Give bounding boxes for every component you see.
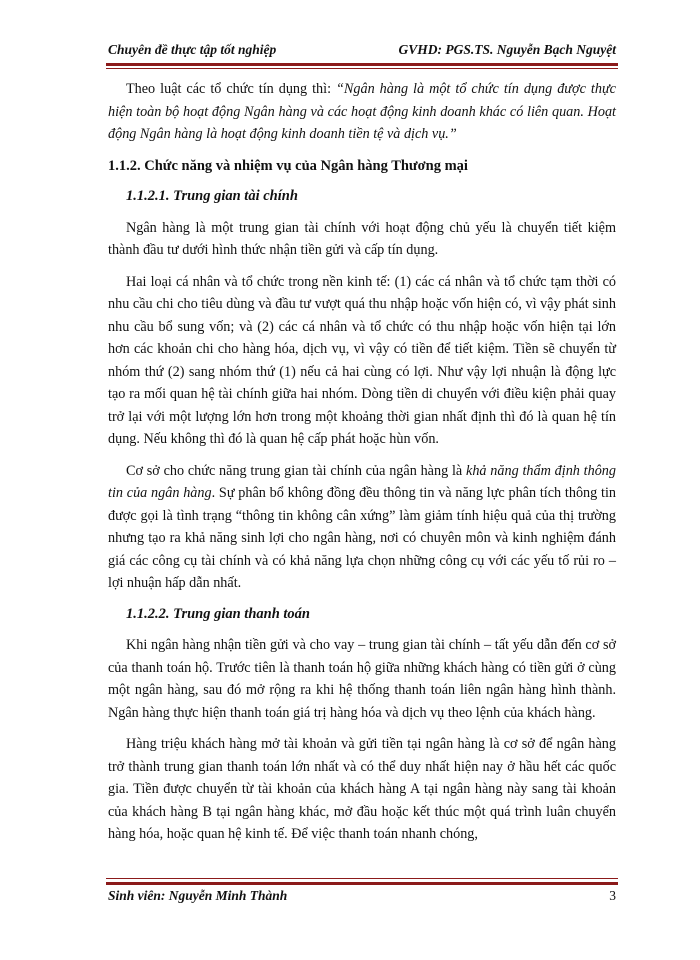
footer-rule-thin [106,878,618,879]
paragraph: Khi ngân hàng nhận tiền gửi và cho vay – trung gian tài chính – tất yếu dẫn đến cơ sở của thanh toán hộ. Trước tiên là thanh toán hộ giữa những khách hàng có tiền gửi ở cùng một ngân hàng, sau đó mở rộng ra khi hệ thống thanh toán liên ngân hàng hình thành. Ngân hàng thực hiện thanh toán giá trị hàng hóa và dịch vụ theo lệnh của khách hàng. [108,637,616,721]
header-rule-thin [106,68,618,69]
paragraph-rest: . Sự phân bổ không đồng đều thông tin và năng lực phân tích thông tin được gọi là tình trạng “thông tin không cân xứng” làm giảm tính hiệu quả của thị trường nhưng tạo ra khả năng sinh lợi cho ngân hàng, nơi có chuyên môn và kinh nghiệm đánh giá các công cụ tài chính và có khả năng lựa chọn những công cụ với các yếu tố rủi ro – lợi nhuận hấp dẫn nhất. [108,485,617,591]
header-advisor: GVHD: PGS.TS. Nguyễn Bạch Nguyệt [398,42,616,57]
paragraph-emphasis: khả năng thẩm định thông tin của ngân hàng [108,462,616,501]
paragraph-lead: Cơ sở cho chức năng trung gian tài chính của ngân hàng là [126,462,467,479]
paragraph: Hai loại cá nhân và tổ chức trong nền kinh tế: (1) các cá nhân và tổ chức tạm thời có nhu cầu chi cho tiêu dùng và đầu tư vượt quá thu nhập hoặc vốn hiện có, vì vậy phát sinh nhu cầu bổ sung vốn; và (2) các cá nhân và tổ chức có thu nhập hoặc vốn hiện tại lớn hơn các khoản chi cho hàng hóa, dịch vụ, vì vậy có tiền để tiết kiệm. Tiền sẽ chuyển từ nhóm thứ (2) sang nhóm thứ (1) nếu cả hai cùng có lợi. Như vậy lợi nhuận là động lực tạo ra mối quan hệ tài chính giữa hai nhóm. Dòng tiền di chuyển với điều kiện phải quay trở lại với một lượng lớn hơn trong một khoảng thời gian nhất định thì đó là quan hệ tín dụng. Nếu không thì đó là quan hệ cấp phát hoặc hùn vốn. [108,273,616,447]
paragraph: Ngân hàng là một trung gian tài chính với hoạt động chủ yếu là chuyển tiết kiệm thành đầu tư dưới hình thức nhận tiền gửi và cấp tín dụng. [108,219,616,258]
subsection-heading-2: 1.1.2.2. Trung gian thanh toán [126,605,310,622]
intro-lead: Theo luật các tổ chức tín dụng thì: [126,81,337,97]
intro-paragraph [108,78,616,146]
page-header [108,42,616,58]
header-rule-thick [106,63,618,66]
intro-quote: “Ngân hàng là một tổ chức tín dụng được thực hiện toàn bộ hoạt động Ngân hàng và các hoạt động kinh doanh khác có liên quan. Hoạt động Ngân hàng là hoạt động kinh doanh tiền tệ và dịch vụ.” [108,81,616,142]
subsection-heading-1: 1.1.2.1. Trung gian tài chính [126,188,298,204]
section-heading: 1.1.2. Chức năng và nhiệm vụ của Ngân hàng Thương mại [108,157,468,174]
paragraph: Hàng triệu khách hàng mở tài khoản và gửi tiền tại ngân hàng là cơ sở để ngân hàng trở thành trung gian thanh toán lớn nhất và có thể duy nhất hiện nay ở hầu hết các quốc gia. Tiền được chuyển từ tài khoản của khách hàng A tại ngân hàng này sang tài khoản của khách hàng B tại ngân hàng khác, mở đầu hoặc kết thúc một quá trình luân chuyển hàng hóa, hoặc quan hệ kinh tế. Để việc thanh toán nhanh chóng, [108,736,616,842]
footer-rule-thick [106,882,618,885]
footer-student: Sinh viên: Nguyễn Minh Thành [108,888,288,903]
page-footer [108,888,616,904]
page-number: 3 [609,888,616,903]
paragraph [108,460,616,595]
header-title: Chuyên đề thực tập tốt nghiệp [108,42,277,57]
body-content [108,78,616,846]
